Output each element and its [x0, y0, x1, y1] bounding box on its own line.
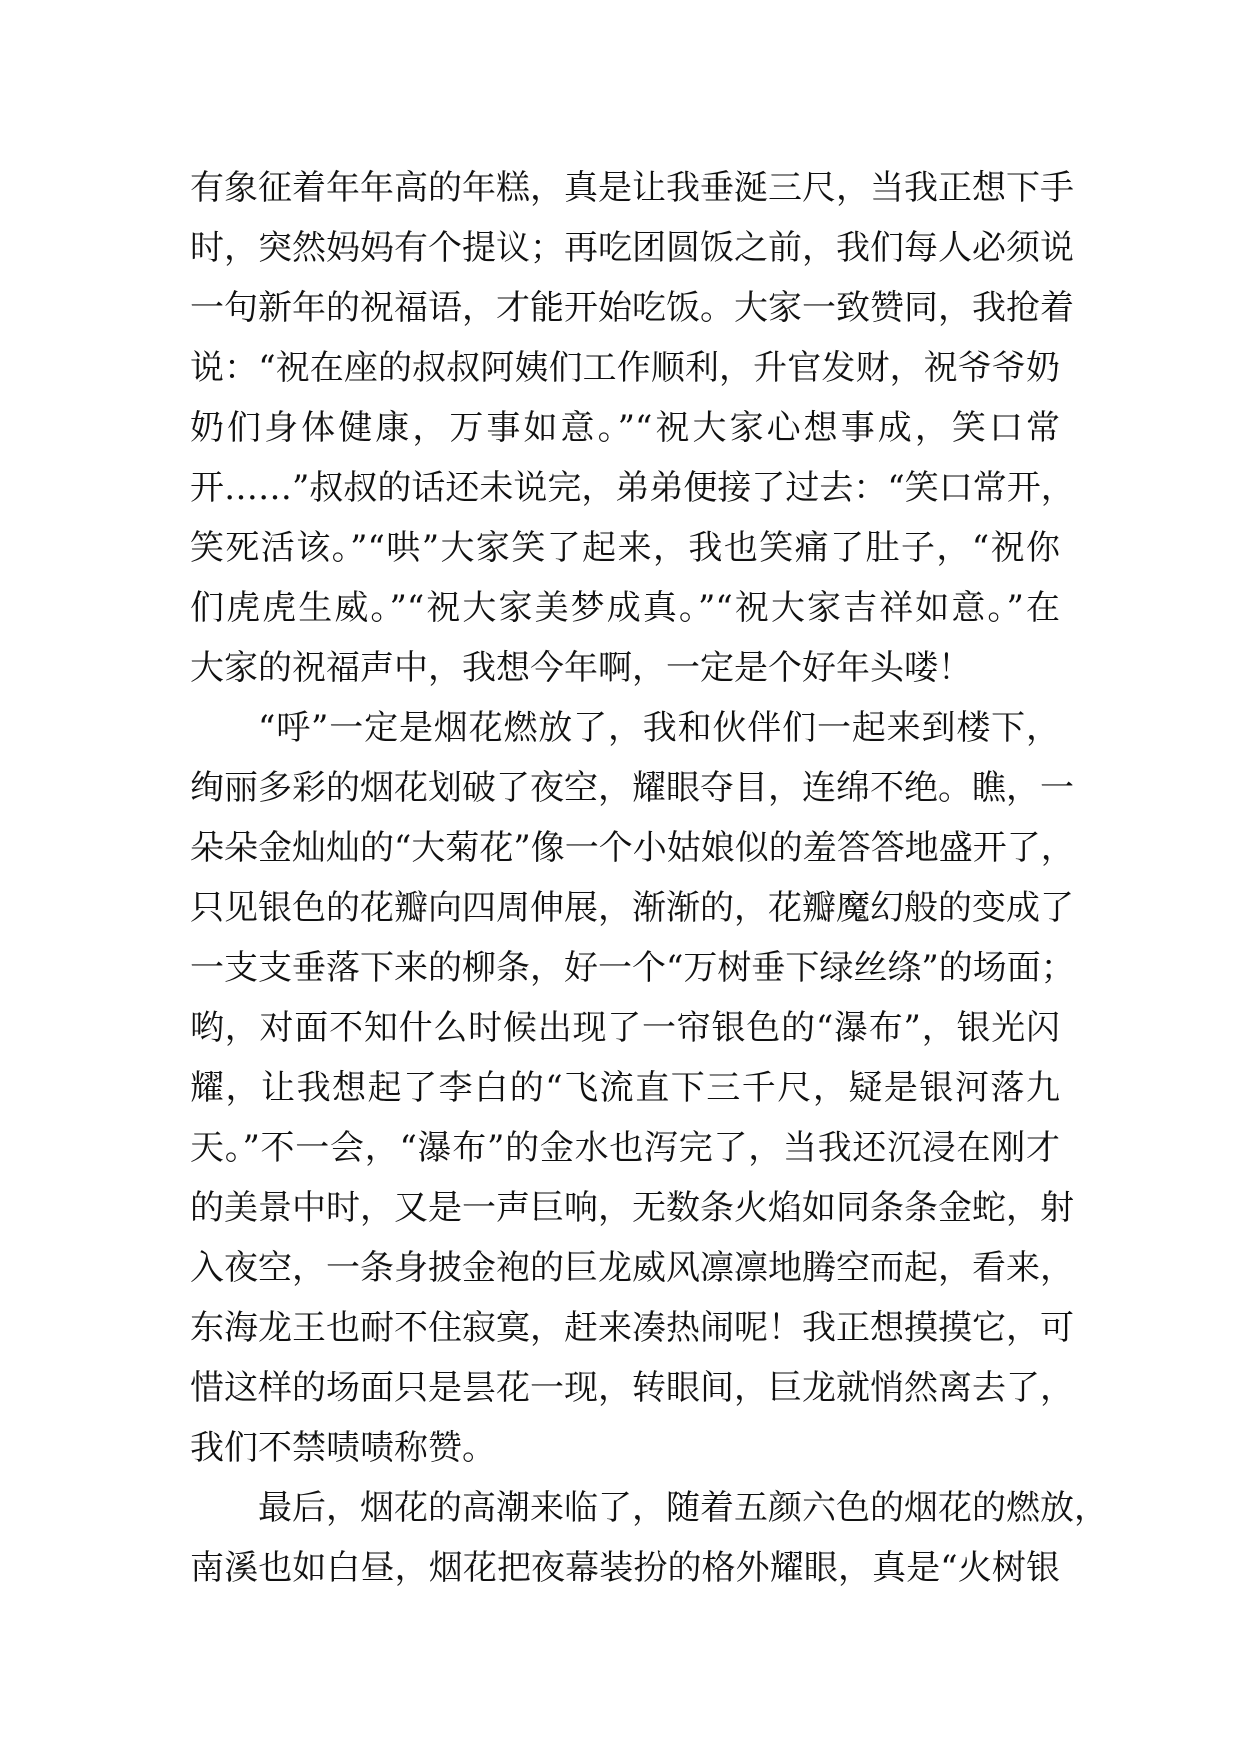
text-line-1: 有象征着年年高的年糕，真是让我垂涎三尺，当我正想下手: [190, 168, 1074, 208]
text-line-17: 天。”不一会，“瀑布”的金水也泻完了，当我还沉浸在刚才: [190, 1128, 1060, 1168]
text-line-4: 说：“祝在座的叔叔阿姨们工作顺利，升官发财，祝爷爷奶: [190, 348, 1060, 388]
text-line-15: 哟，对面不知什么时候出现了一帘银色的“瀑布”，银光闪: [190, 1008, 1060, 1048]
text-line-13: 只见银色的花瓣向四周伸展，渐渐的，花瓣魔幻般的变成了: [190, 888, 1074, 928]
text-line-22: 我们不禁啧啧称赞。: [190, 1428, 496, 1468]
text-line-3: 一句新年的祝福语，才能开始吃饭。大家一致赞同，我抢着: [190, 288, 1074, 328]
text-line-16: 耀，让我想起了李白的“飞流直下三千尺，疑是银河落九: [190, 1068, 1060, 1108]
text-line-9: 大家的祝福声中，我想今年啊，一定是个好年头喽！: [190, 648, 972, 688]
text-line-5: 奶们身体健康，万事如意。”“祝大家心想事成，笑口常: [190, 408, 1060, 448]
text-line-2: 时，突然妈妈有个提议；再吃团圆饭之前，我们每人必须说: [190, 228, 1074, 268]
text-line-24: 南溪也如白昼，烟花把夜幕装扮的格外耀眼，真是“火树银: [190, 1548, 1060, 1588]
essay-text: [190, 158, 1108, 1598]
text-line-12: 朵朵金灿灿的“大菊花”像一个小姑娘似的羞答答地盛开了，: [190, 828, 1075, 868]
text-line-18: 的美景中时，又是一声巨响，无数条火焰如同条条金蛇，射: [190, 1188, 1074, 1228]
text-line-7: 笑死活该。”“哄”大家笑了起来，我也笑痛了肚子，“祝你: [190, 528, 1060, 568]
text-line-11: 绚丽多彩的烟花划破了夜空，耀眼夺目，连绵不绝。瞧，一: [190, 768, 1074, 808]
text-line-19: 入夜空，一条身披金袍的巨龙威风凛凛地腾空而起，看来，: [190, 1248, 1074, 1288]
text-line-14: 一支支垂落下来的柳条，好一个“万树垂下绿丝绦”的场面；: [190, 948, 1075, 988]
text-line-20: 东海龙王也耐不住寂寞，赶来凑热闹呢！我正想摸摸它，可: [190, 1308, 1074, 1348]
text-line-6: 开……”叔叔的话还未说完，弟弟便接了过去：“笑口常开，: [190, 468, 1075, 508]
text-line-8: 们虎虎生威。”“祝大家美梦成真。”“祝大家吉祥如意。”在: [190, 588, 1060, 628]
text-line-21: 惜这样的场面只是昙花一现，转眼间，巨龙就悄然离去了，: [190, 1368, 1074, 1408]
text-line-10: “呼”一定是烟花燃放了，我和伙伴们一起来到楼下，: [258, 708, 1060, 748]
text-line-23: 最后，烟花的高潮来临了，随着五颜六色的烟花的燃放，: [258, 1488, 1108, 1528]
